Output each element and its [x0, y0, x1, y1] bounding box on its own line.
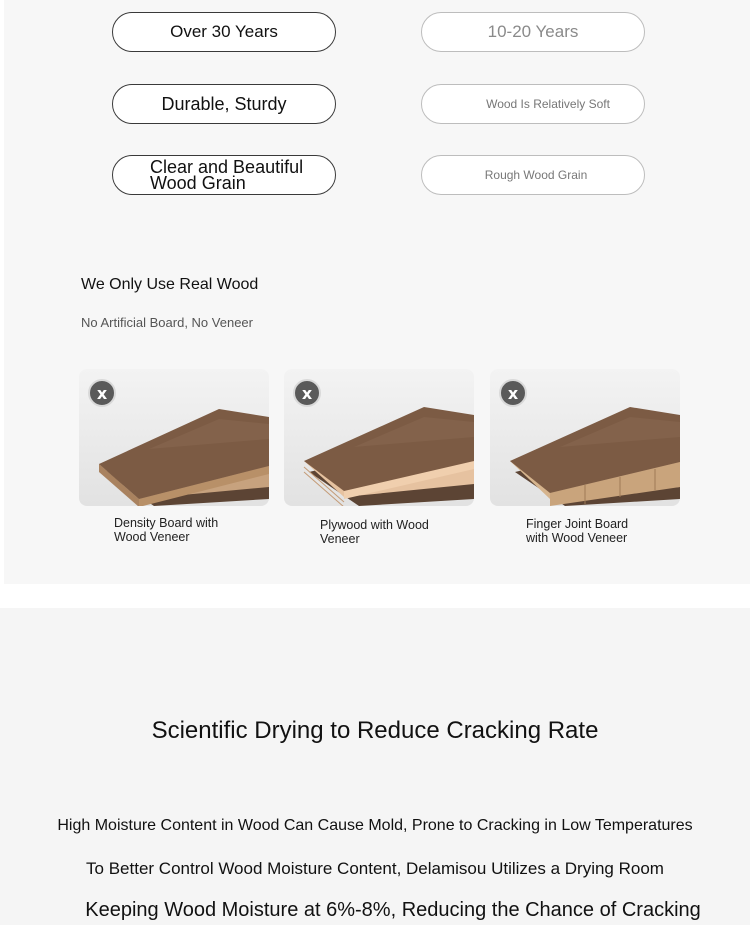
- card-plywood: [284, 369, 474, 506]
- pill-label: Durable, Sturdy: [161, 93, 287, 114]
- pill-rough-grain: [421, 155, 645, 195]
- pill-label: Over 30 Years: [170, 22, 278, 41]
- caption-line2: Veneer: [320, 532, 360, 546]
- x-icon: x: [88, 379, 116, 407]
- pill-10-20-years: [421, 12, 645, 52]
- pill-wood-soft: [421, 84, 645, 124]
- caption-finger-joint: [526, 517, 628, 545]
- pill-label-line2: Wood Grain: [150, 173, 246, 193]
- caption-density-board: [114, 516, 218, 544]
- pill-label-line1: Clear and Beautiful: [150, 157, 304, 177]
- real-wood-subtitle: No Artificial Board, No Veneer: [81, 315, 253, 330]
- real-wood-title: We Only Use Real Wood: [81, 276, 259, 293]
- section-divider: [0, 584, 750, 608]
- caption-line2: with Wood Veneer: [526, 531, 628, 545]
- pill-over-30-years: [112, 12, 336, 52]
- caption-line1: Plywood with Wood: [320, 518, 429, 532]
- drying-line-2: To Better Control Wood Moisture Content, Delamisou Utilizes a Drying Room: [86, 859, 664, 878]
- drying-line-1: High Moisture Content in Wood Can Cause Mold, Prone to Cracking in Low Temperatures: [57, 817, 693, 834]
- caption-line1: Finger Joint Board: [526, 517, 629, 531]
- pill-clear-grain: [112, 155, 336, 195]
- x-icon: x: [499, 379, 527, 407]
- card-finger-joint: [490, 369, 680, 506]
- caption-line2: Wood Veneer: [114, 530, 190, 544]
- pill-label: 10-20 Years: [487, 22, 579, 41]
- caption-plywood: [320, 518, 429, 546]
- pill-label: Wood Is Relatively Soft: [486, 97, 610, 111]
- pill-label: Rough Wood Grain: [484, 168, 588, 182]
- pill-label: [113, 159, 303, 191]
- pill-durable-sturdy: [112, 84, 336, 124]
- x-icon: x: [293, 379, 321, 407]
- drying-line-3: Keeping Wood Moisture at 6%-8%, Reducing the Chance of Cracking: [85, 899, 701, 921]
- caption-line1: Density Board with: [114, 516, 219, 530]
- drying-title: Scientific Drying to Reduce Cracking Rate: [151, 717, 599, 744]
- card-density-board: [79, 369, 269, 506]
